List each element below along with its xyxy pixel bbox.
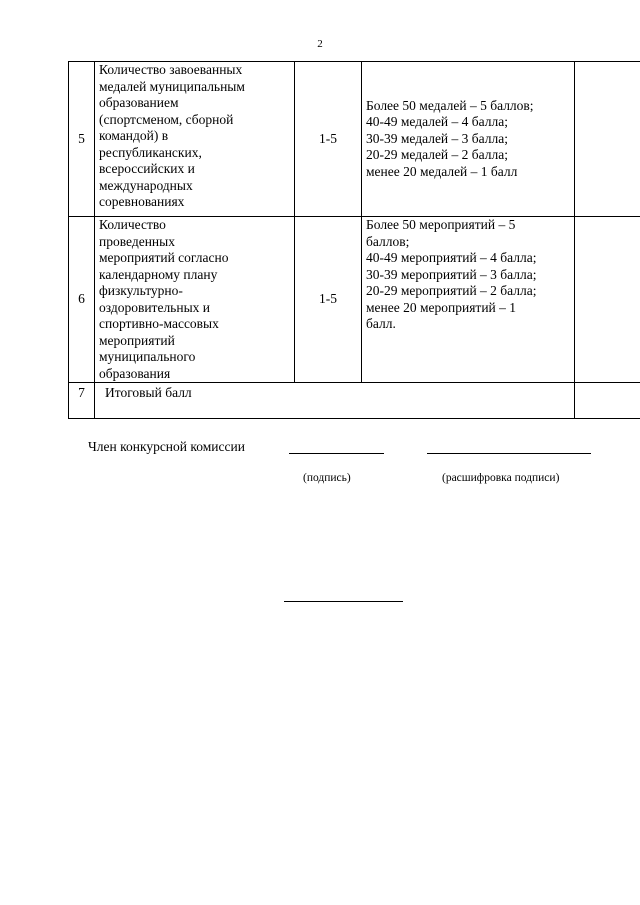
scoring-scale xyxy=(362,62,575,217)
criterion-name xyxy=(95,217,295,383)
criterion-name-text: Количество завоеванных медалей муниципальным образованием (спортсменом, сборной командой) в республиканских, всероссийских и международных соревнованиях xyxy=(99,62,245,209)
score-cell xyxy=(575,62,640,217)
scoring-scale-text: Более 50 медалей – 5 баллов; 40-49 медалей – 4 балла; 30-39 медалей – 3 балла; 20-29 медалей – 2 балла; менее 20 медалей – 1 балл xyxy=(366,97,534,179)
signature-blank-line xyxy=(289,453,384,454)
page-number: 2 xyxy=(317,38,323,50)
scoring-scale-text: Более 50 мероприятий – 5 баллов; 40-49 мероприятий – 4 балла; 30-39 мероприятий – 3 балла; 20-29 мероприятий – 2 балла; менее 20 мероприятий – 1 балл. xyxy=(366,217,537,331)
points-range: 1-5 xyxy=(295,217,362,383)
row-number: 5 xyxy=(69,62,95,217)
table-row xyxy=(69,62,640,217)
signature-decode-caption: (расшифровка подписи) xyxy=(442,472,560,484)
criteria-table xyxy=(68,61,640,419)
points-range: 1-5 xyxy=(295,62,362,217)
total-label: Итоговый балл xyxy=(95,383,575,419)
row-number: 7 xyxy=(69,383,95,419)
signature-decode-blank-line xyxy=(427,453,591,454)
criterion-name xyxy=(95,62,295,217)
document-end-line xyxy=(284,601,403,602)
scoring-scale xyxy=(362,217,575,383)
table-row xyxy=(69,217,640,383)
total-score-cell xyxy=(575,383,640,419)
signature-caption: (подпись) xyxy=(303,472,351,484)
commission-member-label: Член конкурсной комиссии xyxy=(88,439,245,454)
score-cell xyxy=(575,217,640,383)
criterion-name-text: Количество проведенных мероприятий согласно календарному плану физкультурно- оздоровительных и спортивно-массовых мероприятий муниципального образования xyxy=(99,217,229,381)
row-number: 6 xyxy=(69,217,95,383)
total-row xyxy=(69,383,640,419)
